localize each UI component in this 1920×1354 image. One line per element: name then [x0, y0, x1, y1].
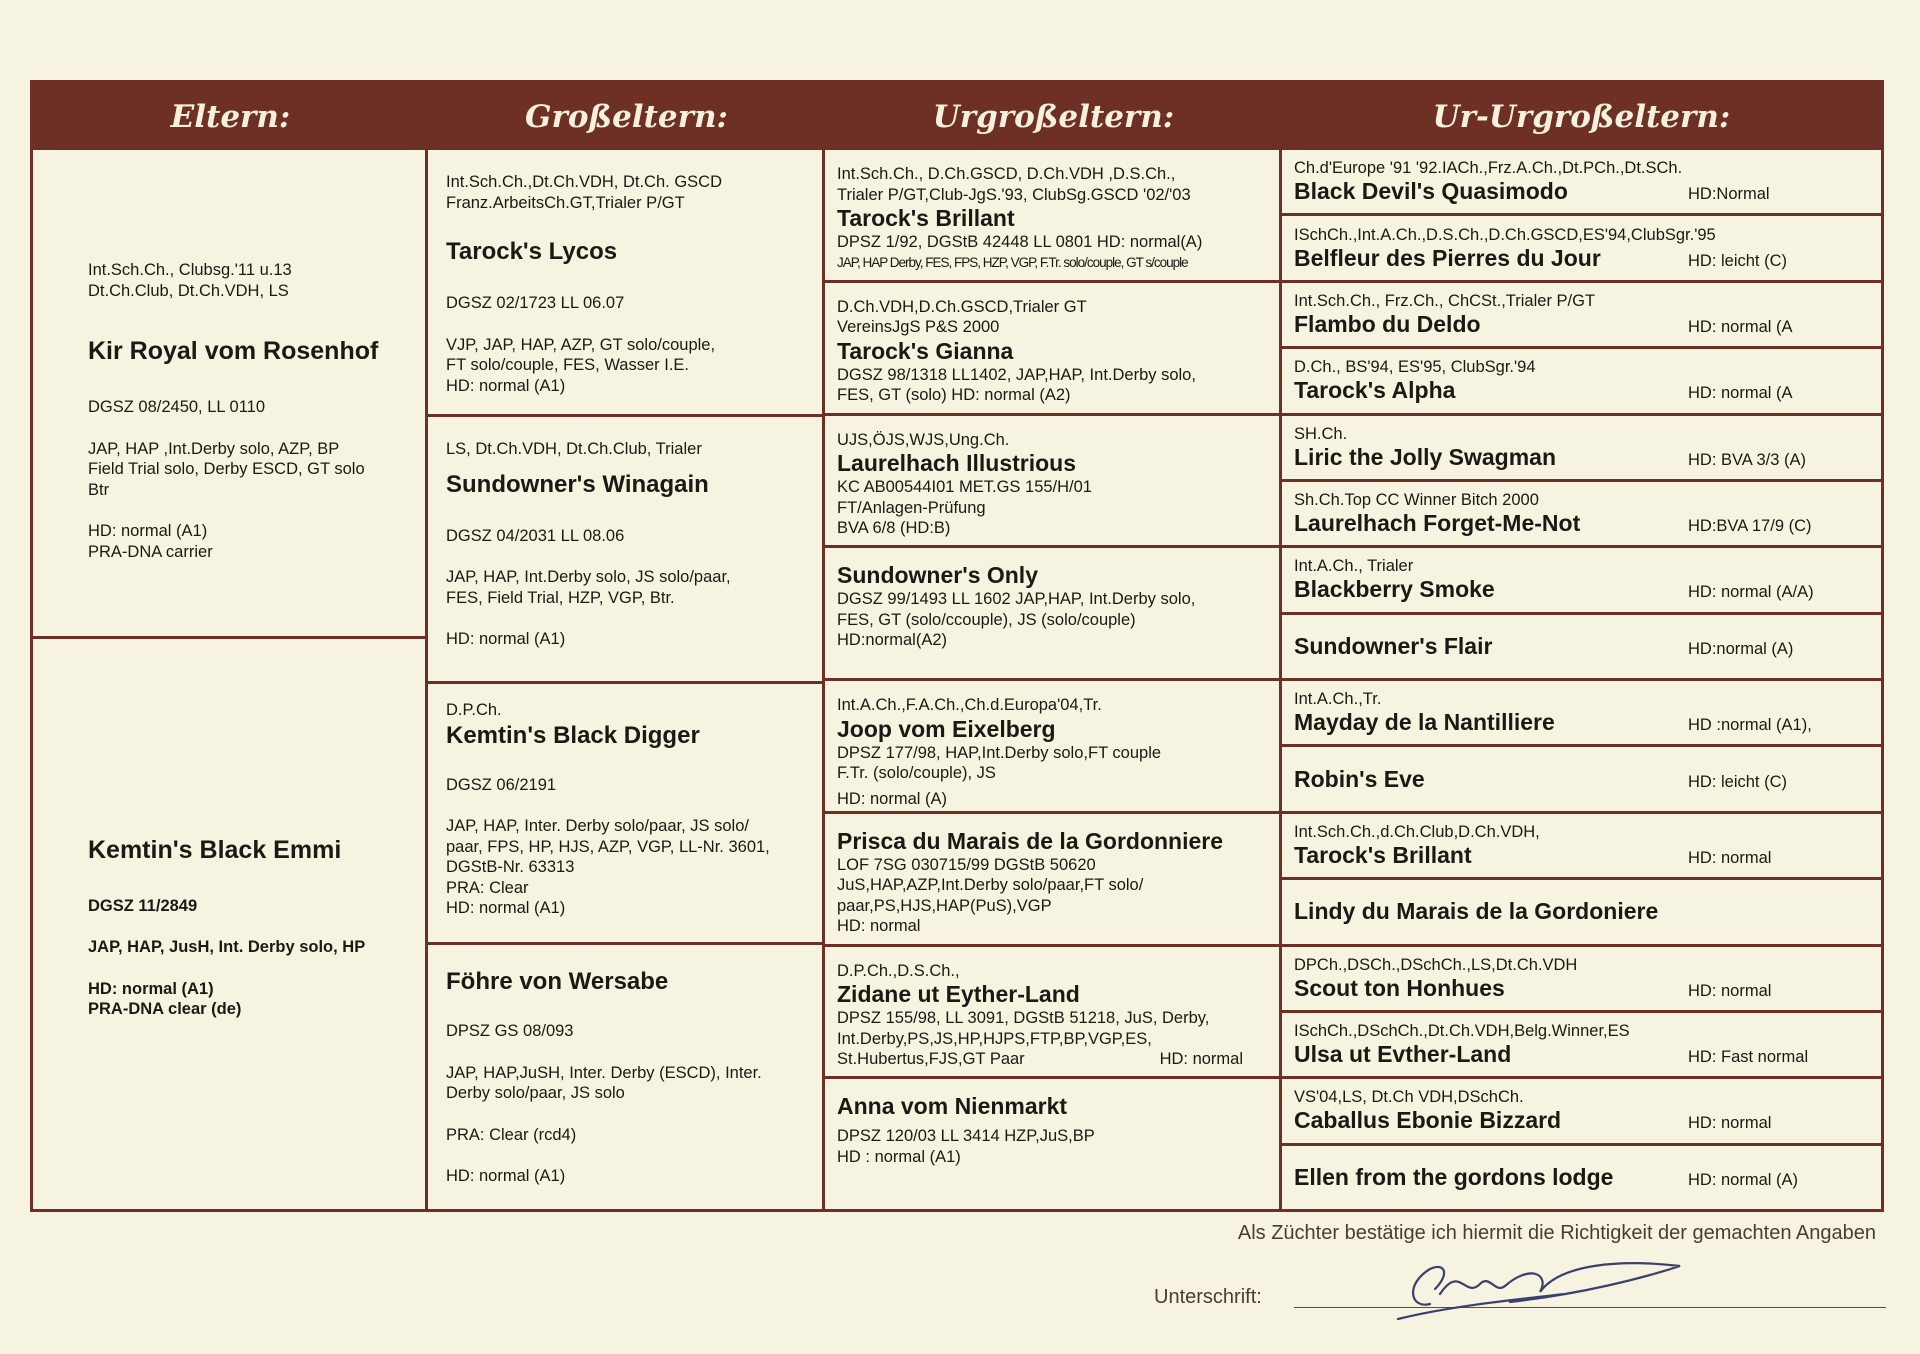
ggg-hd: HD: Fast normal — [1688, 1048, 1809, 1067]
header-parents: Eltern: — [33, 83, 428, 150]
ggp-name: Tarock's Gianna — [837, 337, 1014, 364]
grandparent-pra: PRA: Clear (rcd4) — [446, 1125, 577, 1144]
ggp-registration: DGSZ 98/1318 LL1402, JAP,HAP, Int.Derby solo, — [837, 365, 1196, 384]
ggg-cell — [1282, 1013, 1881, 1079]
ggp-performance-1: JAP, HAP Derby, FES, FPS, HZP, VGP, F.Tr. solo/couple, GT s/couple — [837, 254, 1188, 270]
pedigree-table — [30, 80, 1884, 1212]
ggg-titles: VS'04,LS, Dt.Ch VDH,DSchCh. — [1294, 1088, 1524, 1107]
ggg-name: Black Devil's Quasimodo — [1294, 178, 1568, 205]
ggg-name: Mayday de la Nantilliere — [1294, 709, 1555, 736]
ggg-name: Lindy du Marais de la Gordoniere — [1294, 898, 1659, 925]
grandparent-hd: HD: normal (A1) — [446, 899, 566, 917]
ggg-titles: ISchCh.,DSchCh.,Dt.Ch.VDH,Belg.Winner,ES — [1294, 1022, 1630, 1041]
ggp-performance-2: paar,PS,HJS,HAP(PuS),VGP — [837, 896, 1052, 915]
great-grandparent-cell — [825, 416, 1282, 549]
ggp-name: Anna vom Nienmarkt — [837, 1093, 1068, 1120]
grandparent-performance-2: Derby solo/paar, JS solo — [446, 1084, 625, 1102]
ggg-hd: HD: normal — [1688, 848, 1772, 867]
ggp-titles-1: Int.A.Ch.,F.A.Ch.,Ch.d.Europa'04,Tr. — [837, 696, 1102, 714]
ggg-name: Ellen from the gordons lodge — [1294, 1163, 1614, 1190]
ggg-hd: HD: normal (A — [1688, 384, 1793, 403]
grandparent-cell — [428, 945, 825, 1209]
ggg-titles: SH.Ch. — [1294, 424, 1348, 443]
great-grandparent-cell — [825, 150, 1282, 283]
ggg-cell — [1282, 681, 1881, 747]
ggg-hd: HD:BVA 17/9 (C) — [1688, 517, 1812, 536]
grandparent-performance-2: FT solo/couple, FES, Wasser I.E. — [446, 356, 689, 374]
ggp-registration: DPSZ 1/92, DGStB 42448 LL 0801 HD: normal(A) — [837, 233, 1203, 251]
grandparent-titles-1: Int.Sch.Ch.,Dt.Ch.VDH, Dt.Ch. GSCD — [446, 173, 722, 191]
ggg-cell — [1282, 416, 1881, 482]
ggp-titles-1: UJS,ÖJS,WJS,Ung.Ch. — [837, 430, 1010, 449]
grandparent-performance-2: FES, Field Trial, HZP, VGP, Btr. — [446, 588, 675, 607]
sire-performance-1: JAP, HAP ,Int.Derby solo, AZP, BP — [88, 439, 340, 458]
ggg-name: Laurelhach Forget-Me-Not — [1294, 510, 1581, 537]
ggg-hd: HD: normal (A — [1688, 317, 1793, 336]
grandparent-performance-1: JAP, HAP,JuSH, Inter. Derby (ESCD), Inter. — [446, 1063, 762, 1082]
ggp-registration: DPSZ 120/03 LL 3414 HZP,JuS,BP — [837, 1127, 1095, 1146]
header-great-great-grandparents: Ur-Urgroßeltern: — [1282, 83, 1881, 150]
great-grandparent-cell — [825, 814, 1282, 947]
ggg-name: Caballus Ebonie Bizzard — [1294, 1107, 1562, 1134]
grandparent-performance-1: JAP, HAP, Int.Derby solo, JS solo/paar, — [446, 568, 731, 586]
ggg-cell — [1282, 880, 1881, 946]
ggp-titles-1: D.Ch.VDH,D.Ch.GSCD,Trialer GT — [837, 297, 1087, 316]
header-grandparents: Großeltern: — [428, 83, 825, 150]
grandparent-registration: DGSZ 04/2031 LL 08.06 — [446, 526, 625, 545]
ggg-hd: HD: leicht (C) — [1688, 251, 1788, 270]
ggg-hd: HD: normal — [1688, 1114, 1772, 1133]
grandparents-column — [428, 150, 825, 1209]
ggg-name: Liric the Jolly Swagman — [1294, 443, 1557, 470]
ggg-cell — [1282, 1079, 1881, 1145]
great-grandparent-cell — [825, 1079, 1282, 1209]
ggp-performance-1: F.Tr. (solo/couple), JS — [837, 764, 996, 782]
ggp-name: Tarock's Brillant — [837, 205, 1015, 231]
sire-registration: DGSZ 08/2450, LL 0110 — [88, 398, 266, 416]
ggp-hd: HD: normal — [837, 917, 921, 936]
grandparent-hd: HD: normal (A1) — [446, 376, 566, 395]
ggg-titles: Sh.Ch.Top CC Winner Bitch 2000 — [1294, 491, 1539, 510]
ggp-performance-1: Int.Derby,PS,JS,HP,HJPS,FTP,BP,VGP,ES, — [837, 1029, 1152, 1048]
dam-registration: DGSZ 11/2849 — [88, 896, 198, 915]
dam-name: Kemtin's Black Emmi — [88, 835, 342, 864]
great-grandparent-cell — [825, 681, 1282, 814]
grandparent-titles-1: LS, Dt.Ch.VDH, Dt.Ch.Club, Trialer — [446, 440, 702, 458]
grandparent-titles-2: Franz.ArbeitsCh.GT,Trialer P/GT — [446, 193, 685, 212]
ggp-hd: HD: normal (A) — [837, 789, 948, 808]
sire-hd: HD: normal (A1) — [88, 522, 208, 540]
ggg-titles: Int.A.Ch.,Tr. — [1294, 690, 1382, 709]
dam-performance: JAP, HAP, JusH, Int. Derby solo, HP — [88, 938, 366, 956]
ggg-name: Tarock's Alpha — [1294, 377, 1456, 404]
sire-name: Kir Royal vom Rosenhof — [88, 337, 379, 365]
ggg-titles: Ch.d'Europe '91 '92.IACh.,Frz.A.Ch.,Dt.PCh.,Dt.SCh. — [1294, 159, 1683, 178]
ggp-hd: HD: normal — [1159, 1050, 1243, 1068]
ggp-registration: KC AB00544I01 MET.GS 155/H/01 — [837, 478, 1092, 496]
sire-performance-2: Field Trial solo, Derby ESCD, GT solo — [88, 460, 365, 478]
ggg-name: Scout ton Honhues — [1294, 974, 1505, 1001]
grandparent-registration: DGSZ 02/1723 LL 06.07 — [446, 294, 625, 312]
dam-cell — [33, 639, 428, 1210]
ggg-cell — [1282, 349, 1881, 415]
ggg-titles: Int.Sch.Ch., Frz.Ch., ChCSt.,Trialer P/GT — [1294, 291, 1596, 310]
signature-label: Unterschrift: — [1154, 1286, 1262, 1308]
ggp-titles-2: Trialer P/GT,Club-JgS.'93, ClubSg.GSCD '02/'03 — [837, 185, 1191, 204]
ggg-cell — [1282, 150, 1881, 216]
ggp-registration: DPSZ 155/98, LL 3091, DGStB 51218, JuS, Derby, — [837, 1009, 1210, 1027]
great-grandparents-column — [825, 150, 1282, 1209]
grandparent-registration: DGSZ 06/2191 — [446, 775, 557, 794]
ggp-registration: DGSZ 99/1493 LL 1602 JAP,HAP, Int.Derby solo, — [837, 590, 1196, 609]
great-grandparent-cell — [825, 283, 1282, 416]
ggp-name: Zidane ut Eyther-Land — [837, 981, 1080, 1007]
grandparent-cell — [428, 417, 825, 684]
ggp-name: Joop vom Eixelberg — [837, 715, 1056, 742]
ggg-titles: DPCh.,DSCh.,DSchCh.,LS,Dt.Ch.VDH — [1294, 955, 1578, 974]
ggp-performance-2: BVA 6/8 (HD:B) — [837, 519, 951, 537]
sire-titles-1: Int.Sch.Ch., Clubsg.'11 u.13 — [88, 261, 292, 279]
ggg-cell — [1282, 747, 1881, 813]
sire-cell — [33, 150, 428, 639]
dam-pra: PRA-DNA clear (de) — [88, 1000, 242, 1018]
grandparent-titles-1: D.P.Ch. — [446, 701, 502, 719]
grandparent-performance-2: paar, FPS, HP, HJS, AZP, VGP, LL-Nr. 3601, — [446, 837, 770, 856]
great-great-grandparents-column — [1282, 150, 1881, 1209]
ggg-hd: HD :normal (A1), — [1688, 716, 1812, 735]
ggg-titles: Int.Sch.Ch.,d.Ch.Club,D.Ch.VDH, — [1294, 822, 1540, 841]
great-grandparent-cell — [825, 548, 1282, 681]
dam-hd: HD: normal (A1) — [88, 979, 214, 998]
header-great-grandparents: Urgroßeltern: — [825, 83, 1282, 150]
grandparent-cell — [428, 150, 825, 417]
ggp-hd: HD : normal (A1) — [837, 1147, 961, 1166]
ggg-cell — [1282, 947, 1881, 1013]
ggg-cell — [1282, 216, 1881, 282]
ggg-hd: HD: normal (A) — [1688, 1170, 1799, 1189]
ggg-hd: HD: leicht (C) — [1688, 772, 1788, 791]
ggp-performance-1: FES, GT (solo/ccouple), JS (solo/couple) — [837, 610, 1136, 629]
great-grandparent-cell — [825, 947, 1282, 1080]
signature-icon — [1390, 1244, 1690, 1324]
parents-column — [33, 150, 428, 1209]
ggp-name: Prisca du Marais de la Gordonniere — [837, 827, 1224, 854]
grandparent-name: Tarock's Lycos — [446, 238, 618, 265]
ggg-cell — [1282, 814, 1881, 880]
ggg-cell — [1282, 482, 1881, 548]
ggp-name: Sundowner's Only — [837, 562, 1038, 589]
ggg-titles: Int.A.Ch., Trialer — [1294, 557, 1414, 576]
grandparent-name: Sundowner's Winagain — [446, 470, 709, 498]
ggg-name: Tarock's Brillant — [1294, 841, 1472, 868]
ggg-name: Ulsa ut Evther-Land — [1294, 1041, 1512, 1068]
ggg-name: Robin's Eve — [1294, 765, 1425, 792]
ggp-registration: LOF 7SG 030715/99 DGStB 50620 — [837, 855, 1096, 874]
grandparent-performance-1: JAP, HAP, Inter. Derby solo/paar, JS solo/ — [446, 817, 749, 835]
ggp-name: Laurelhach Illustrious — [837, 450, 1076, 476]
ggg-name: Flambo du Deldo — [1294, 310, 1481, 337]
grandparent-hd: HD: normal (A1) — [446, 1167, 566, 1185]
grandparent-performance-3: DGStB-Nr. 63313 — [446, 858, 575, 876]
ggg-titles: ISchCh.,Int.A.Ch.,D.S.Ch.,D.Ch.GSCD,ES'94,ClubSgr.'95 — [1294, 225, 1716, 244]
ggp-performance-2: HD:normal(A2) — [837, 631, 948, 650]
sire-performance-3: Btr — [88, 480, 110, 499]
grandparent-name: Föhre von Wersabe — [446, 968, 669, 995]
sire-pra: PRA-DNA carrier — [88, 542, 213, 561]
ggg-cell — [1282, 548, 1881, 614]
ggg-cell — [1282, 283, 1881, 349]
grandparent-registration: DPSZ GS 08/093 — [446, 1022, 574, 1040]
ggp-titles-1: Int.Sch.Ch., D.Ch.GSCD, D.Ch.VDH ,D.S.Ch., — [837, 165, 1176, 183]
grandparent-pra: PRA: Clear — [446, 878, 529, 897]
ggg-hd: HD: normal (A/A) — [1688, 583, 1814, 602]
ggg-name: Blackberry Smoke — [1294, 576, 1495, 603]
grandparent-hd: HD: normal (A1) — [446, 630, 566, 648]
ggg-name: Sundowner's Flair — [1294, 632, 1493, 659]
ggg-titles: D.Ch., BS'94, ES'95, ClubSgr.'94 — [1294, 358, 1536, 377]
ggp-performance-1: JuS,HAP,AZP,Int.Derby solo/paar,FT solo/ — [837, 876, 1144, 895]
ggp-registration: DPSZ 177/98, HAP,Int.Derby solo,FT couple — [837, 743, 1162, 762]
grandparent-name: Kemtin's Black Digger — [446, 721, 700, 749]
ggg-hd: HD:Normal — [1688, 185, 1770, 204]
grandparent-cell — [428, 684, 825, 945]
ggg-cell — [1282, 615, 1881, 681]
ggp-titles-2: VereinsJgS P&S 2000 — [837, 318, 1000, 337]
sire-titles-2: Dt.Ch.Club, Dt.Ch.VDH, LS — [88, 281, 289, 300]
ggp-performance-2: St.Hubertus,FJS,GT Paar — [837, 1050, 1025, 1068]
ggg-cell — [1282, 1146, 1881, 1209]
ggp-titles-1: D.P.Ch.,D.S.Ch., — [837, 961, 960, 980]
ggg-hd: HD: normal — [1688, 981, 1772, 1000]
ggp-performance-1: FES, GT (solo) HD: normal (A2) — [837, 386, 1071, 405]
ggg-hd: HD: BVA 3/3 (A) — [1688, 450, 1806, 469]
ggg-name: Belfleur des Pierres du Jour — [1294, 244, 1601, 271]
grandparent-performance-1: VJP, JAP, HAP, AZP, GT solo/couple, — [446, 335, 716, 354]
ggg-hd: HD:normal (A) — [1688, 639, 1794, 658]
breeder-confirmation: Als Züchter bestätige ich hiermit die Richtigkeit der gemachten Angaben — [1237, 1222, 1876, 1244]
ggp-performance-1: FT/Anlagen-Prüfung — [837, 498, 986, 517]
